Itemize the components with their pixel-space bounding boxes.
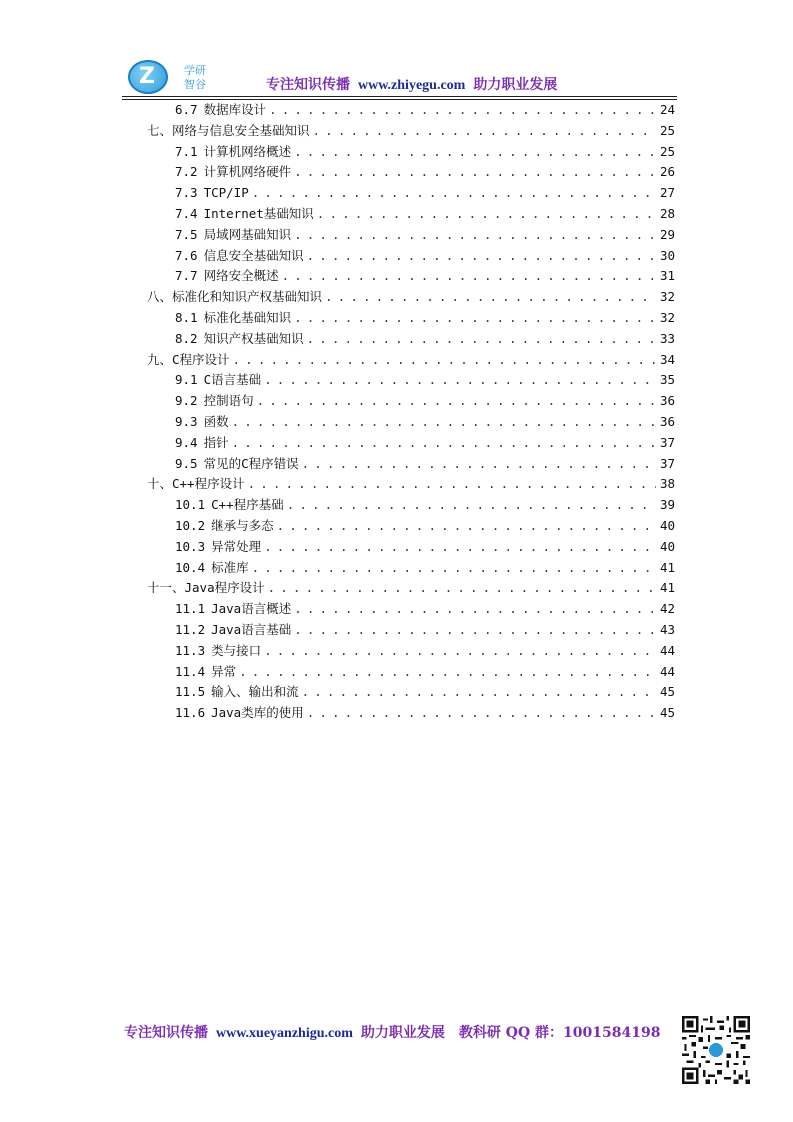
toc-page-number: 25	[659, 122, 675, 138]
toc-section-row[interactable]	[147, 454, 675, 475]
toc-leader-dots	[307, 246, 656, 267]
toc-title: 信息安全基础知识	[203, 247, 304, 263]
toc-entry	[147, 142, 291, 163]
toc-section-number: 10.4	[175, 559, 206, 575]
toc-title: 十一、Java程序设计	[147, 580, 265, 596]
toc-leader-dots	[294, 142, 656, 163]
toc-section-row[interactable]	[147, 204, 675, 225]
toc-entry	[147, 578, 265, 599]
toc-chapter-row[interactable]	[147, 350, 675, 371]
toc-title: 七、网络与信息安全基础知识	[147, 122, 310, 138]
toc-title: 异常	[211, 663, 237, 679]
toc-leader-dots	[269, 100, 656, 121]
toc-page-number: 31	[659, 268, 675, 284]
toc-section-row[interactable]	[147, 682, 675, 703]
toc-section-number: 7.6	[175, 247, 198, 263]
toc-leader-dots	[307, 329, 656, 350]
toc-leader-dots	[268, 578, 656, 599]
toc-leader-dots	[257, 391, 656, 412]
toc-entry	[147, 474, 245, 495]
toc-leader-dots	[294, 308, 656, 329]
toc-page-number: 42	[659, 601, 675, 617]
toc-entry	[147, 183, 249, 204]
logo-text-line2: 智谷	[184, 78, 206, 91]
toc-page-number: 40	[659, 517, 675, 533]
footer-url-link[interactable]: www.xueyanzhigu.com	[216, 1026, 353, 1041]
toc-section-row[interactable]	[147, 162, 675, 183]
toc-page-number: 33	[659, 330, 675, 346]
toc-section-number: 9.1	[175, 372, 198, 388]
toc-title: 九、C程序设计	[147, 351, 230, 367]
toc-section-number: 7.7	[175, 268, 198, 284]
toc-leader-dots	[294, 225, 656, 246]
toc-title: 十、C++程序设计	[147, 476, 245, 492]
footer-slogan-left: 专注知识传播	[124, 1025, 208, 1041]
toc-page-number: 40	[659, 538, 675, 554]
toc-section-number: 8.1	[175, 309, 198, 325]
header-slogan-left: 专注知识传播	[266, 77, 350, 93]
toc-entry	[147, 454, 299, 475]
toc-leader-dots	[317, 204, 656, 225]
toc-leader-dots	[325, 287, 656, 308]
toc-section-row[interactable]	[147, 641, 675, 662]
toc-title: 知识产权基础知识	[203, 330, 304, 346]
toc-section-number: 10.1	[175, 497, 206, 513]
toc-section-number: 7.1	[175, 143, 198, 159]
toc-section-number: 6.7	[175, 102, 198, 117]
toc-entry	[147, 641, 261, 662]
toc-section-number: 10.2	[175, 517, 206, 533]
toc-leader-dots	[252, 183, 656, 204]
toc-title: 常见的C程序错误	[203, 455, 299, 471]
toc-entry	[147, 537, 261, 558]
toc-leader-dots	[233, 350, 656, 371]
toc-section-row[interactable]	[147, 391, 675, 412]
toc-section-number: 9.2	[175, 393, 198, 409]
qr-code-icon	[682, 1016, 750, 1084]
toc-entry	[147, 350, 230, 371]
toc-entry	[147, 162, 291, 183]
toc-section-row[interactable]	[147, 495, 675, 516]
toc-leader-dots	[294, 599, 656, 620]
toc-leader-dots	[302, 682, 656, 703]
toc-section-row[interactable]	[147, 703, 675, 724]
toc-page-number: 38	[659, 476, 675, 492]
toc-entry	[147, 225, 291, 246]
toc-section-number: 8.2	[175, 330, 198, 346]
toc-title: 类与接口	[211, 642, 262, 658]
toc-title: 标准库	[211, 559, 249, 575]
toc-section-number: 9.3	[175, 413, 198, 429]
toc-section-number: 11.4	[175, 663, 206, 679]
toc-section-row[interactable]	[147, 370, 675, 391]
toc-section-number: 11.3	[175, 642, 206, 658]
toc-page-number: 41	[659, 580, 675, 596]
toc-section-row[interactable]	[147, 620, 675, 641]
toc-page-number: 32	[659, 289, 675, 305]
toc-title: Internet基础知识	[203, 205, 314, 221]
toc-entry	[147, 308, 291, 329]
header-slogan-right: 助力职业发展	[473, 77, 558, 93]
toc-section-number: 11.6	[175, 705, 206, 721]
toc-entry	[147, 599, 291, 620]
toc-title: Java类库的使用	[211, 705, 304, 721]
toc-page-number: 29	[659, 226, 675, 242]
toc-section-row[interactable]	[147, 100, 675, 121]
toc-section-number: 9.5	[175, 455, 198, 471]
toc-section-row[interactable]	[147, 412, 675, 433]
toc-title: 局域网基础知识	[203, 226, 292, 242]
toc-section-row[interactable]	[147, 183, 675, 204]
toc-section-number: 11.5	[175, 684, 206, 700]
toc-title: 输入、输出和流	[211, 684, 299, 700]
toc-section-row[interactable]	[147, 599, 675, 620]
table-of-contents	[147, 100, 675, 724]
toc-section-number: 7.5	[175, 226, 198, 242]
toc-leader-dots	[264, 641, 656, 662]
header-url-link[interactable]: www.zhiyegu.com	[358, 78, 466, 93]
toc-page-number: 25	[659, 143, 675, 159]
toc-chapter-row[interactable]	[147, 578, 675, 599]
toc-leader-dots	[264, 370, 656, 391]
toc-leader-dots	[248, 474, 656, 495]
toc-section-number: 9.4	[175, 434, 198, 450]
toc-leader-dots	[232, 412, 656, 433]
toc-entry	[147, 246, 304, 267]
toc-page-number: 30	[659, 247, 675, 263]
toc-title: C语言基础	[203, 372, 262, 388]
toc-section-row[interactable]	[147, 266, 675, 287]
toc-chapter-row[interactable]	[147, 474, 675, 495]
toc-title: 控制语句	[203, 393, 254, 409]
toc-page-number: 41	[659, 559, 675, 575]
toc-entry	[147, 703, 304, 724]
toc-section-row[interactable]	[147, 142, 675, 163]
toc-page-number: 32	[659, 309, 675, 325]
toc-page-number: 26	[659, 164, 675, 180]
toc-leader-dots	[277, 516, 656, 537]
toc-entry	[147, 682, 299, 703]
toc-entry	[147, 495, 284, 516]
toc-chapter-row[interactable]	[147, 121, 675, 142]
toc-page-number: 28	[659, 205, 675, 221]
toc-title: 指针	[203, 434, 229, 450]
toc-page-number: 36	[659, 393, 675, 409]
toc-entry	[147, 412, 229, 433]
toc-section-number: 7.3	[175, 185, 198, 201]
toc-entry	[147, 662, 236, 683]
toc-entry	[147, 329, 304, 350]
toc-section-number: 11.1	[175, 601, 206, 617]
toc-leader-dots	[294, 162, 656, 183]
toc-entry	[147, 516, 274, 537]
toc-entry	[147, 100, 266, 121]
header-slogan	[266, 74, 557, 94]
footer-slogan-right: 助力职业发展	[360, 1025, 445, 1041]
toc-title: 计算机网络概述	[203, 143, 292, 159]
toc-section-number: 7.4	[175, 205, 198, 221]
toc-title: TCP/IP	[203, 185, 249, 201]
toc-entry	[147, 558, 249, 579]
toc-leader-dots	[232, 433, 656, 454]
toc-entry	[147, 370, 261, 391]
toc-leader-dots	[307, 703, 656, 724]
toc-section-row[interactable]	[147, 225, 675, 246]
toc-leader-dots	[313, 121, 656, 142]
toc-page-number: 44	[659, 663, 675, 679]
toc-section-number: 10.3	[175, 538, 206, 554]
toc-page-number: 37	[659, 455, 675, 471]
toc-section-row[interactable]	[147, 516, 675, 537]
toc-page-number: 36	[659, 413, 675, 429]
toc-page-number: 44	[659, 642, 675, 658]
toc-section-row[interactable]	[147, 246, 675, 267]
toc-entry	[147, 433, 229, 454]
toc-page-number: 39	[659, 497, 675, 513]
page-footer	[124, 1016, 764, 1086]
toc-entry	[147, 391, 254, 412]
toc-page-number: 43	[659, 621, 675, 637]
toc-page-number: 35	[659, 372, 675, 388]
toc-title: 函数	[203, 413, 229, 429]
toc-leader-dots	[239, 662, 656, 683]
toc-section-row[interactable]	[147, 329, 675, 350]
toc-title: 网络安全概述	[203, 268, 279, 284]
toc-entry	[147, 204, 314, 225]
logo-text-line1: 学研	[184, 64, 206, 77]
header-rule	[122, 96, 677, 97]
zhigu-logo: Z 学研 智谷	[128, 60, 208, 96]
toc-page-number: 45	[659, 684, 675, 700]
toc-section-row[interactable]	[147, 537, 675, 558]
toc-entry	[147, 620, 291, 641]
toc-title: Java语言概述	[211, 601, 292, 617]
toc-section-row[interactable]	[147, 433, 675, 454]
toc-entry	[147, 266, 279, 287]
footer-qq-group: 教科研 QQ 群：1001584198	[458, 1025, 661, 1041]
toc-title: 异常处理	[211, 538, 262, 554]
toc-leader-dots	[264, 537, 656, 558]
toc-section-number: 11.2	[175, 621, 206, 637]
toc-leader-dots	[294, 620, 656, 641]
toc-page-number: 34	[659, 351, 675, 367]
toc-title: 数据库设计	[203, 102, 267, 117]
toc-title: 计算机网络硬件	[203, 164, 292, 180]
toc-title: 继承与多态	[211, 517, 274, 533]
toc-leader-dots	[287, 495, 656, 516]
toc-entry	[147, 287, 322, 308]
toc-page-number: 37	[659, 434, 675, 450]
toc-page-number: 24	[659, 102, 675, 117]
page-header	[122, 58, 677, 100]
toc-title: 标准化基础知识	[203, 309, 292, 325]
toc-page-number: 45	[659, 705, 675, 721]
toc-entry	[147, 121, 310, 142]
toc-section-row[interactable]	[147, 662, 675, 683]
toc-section-row[interactable]	[147, 308, 675, 329]
toc-title: 八、标准化和知识产权基础知识	[147, 289, 323, 305]
toc-title: C++程序基础	[211, 497, 284, 513]
toc-leader-dots	[282, 266, 656, 287]
toc-page-number: 27	[659, 185, 675, 201]
toc-chapter-row[interactable]	[147, 287, 675, 308]
toc-leader-dots	[302, 454, 656, 475]
toc-section-row[interactable]	[147, 558, 675, 579]
toc-title: Java语言基础	[211, 621, 292, 637]
toc-leader-dots	[252, 558, 656, 579]
footer-slogan	[124, 1022, 660, 1042]
toc-section-number: 7.2	[175, 164, 198, 180]
